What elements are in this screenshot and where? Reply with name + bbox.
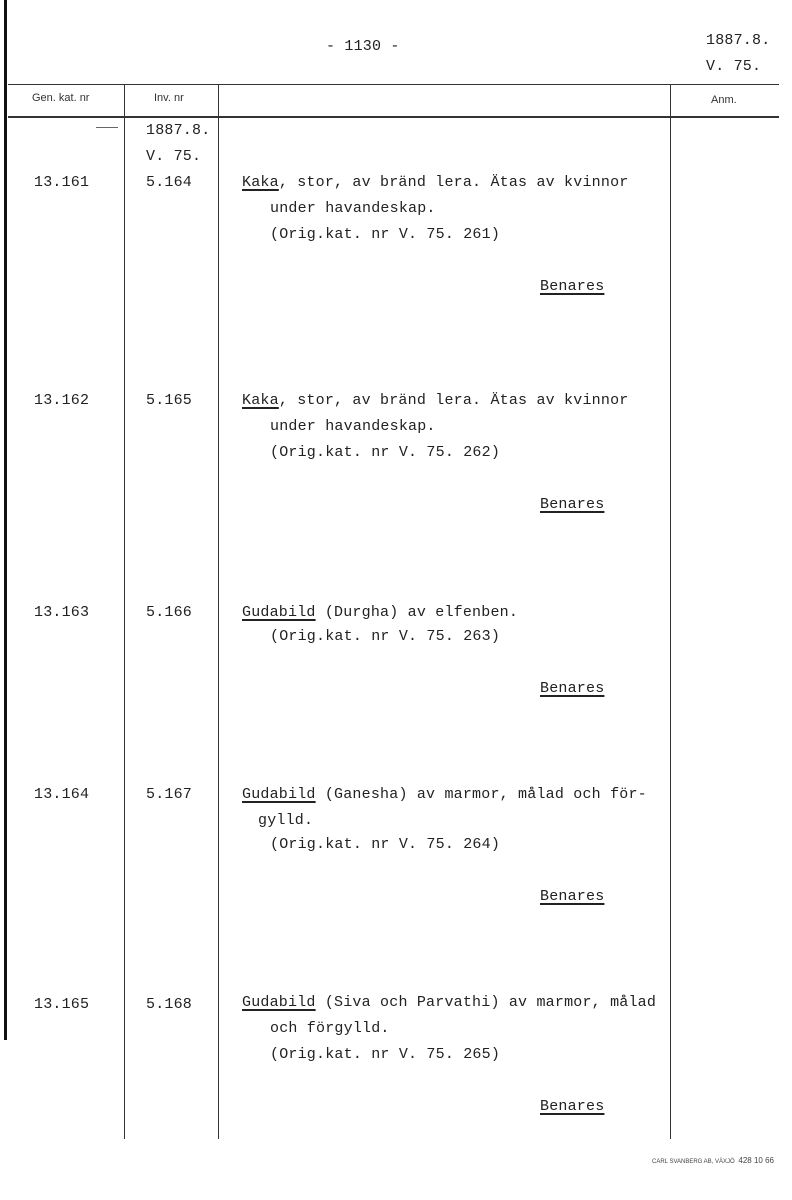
entry-line1-rest: (Siva och Parvathi) av marmor, målad	[315, 994, 657, 1011]
sub-dash	[96, 127, 118, 128]
entry-line1-rest: , stor, av bränd lera. Ätas av kvinnor	[278, 392, 629, 409]
col-divider-3	[670, 84, 671, 1139]
footer-imprint	[652, 1156, 774, 1165]
left-margin-line	[4, 0, 7, 1040]
entry-description-line3: (Orig.kat. nr V. 75. 265)	[270, 1046, 501, 1063]
footer-printer: CARL SVANBERG AB, VÄXJÖ	[652, 1159, 735, 1165]
entry-description-line2: under havandeskap.	[270, 418, 436, 435]
sub-series: V. 75.	[146, 148, 202, 165]
entry-place: Benares	[540, 496, 605, 513]
page-number: - 1130 -	[326, 38, 400, 55]
entry-description-line2: (Orig.kat. nr V. 75. 263)	[270, 628, 501, 645]
entry-description-line2: och förgylld.	[270, 1020, 390, 1037]
entry-place: Benares	[540, 278, 605, 295]
entry-description-line1	[242, 786, 647, 803]
col-header-inv-nr: Inv. nr	[154, 92, 184, 104]
entry-gen-nr: 13.164	[34, 786, 90, 803]
entry-line1-rest: (Durgha) av elfenben.	[315, 604, 519, 621]
entry-description-line1	[242, 392, 628, 409]
entry-line1-rest: , stor, av bränd lera. Ätas av kvinnor	[278, 174, 629, 191]
entry-line1-rest: (Ganesha) av marmor, målad och för-	[315, 786, 647, 803]
entry-description-line2: under havandeskap.	[270, 200, 436, 217]
entry-place: Benares	[540, 888, 605, 905]
col-divider-2	[218, 84, 219, 1139]
entry-keyword: Kaka	[242, 174, 279, 191]
entry-keyword: Kaka	[242, 392, 279, 409]
entry-description-line1	[242, 604, 518, 621]
entry-place: Benares	[540, 1098, 605, 1115]
entry-place: Benares	[540, 680, 605, 697]
entry-inv-nr: 5.164	[146, 174, 193, 191]
col-divider-1	[124, 84, 125, 1139]
entry-gen-nr: 13.163	[34, 604, 90, 621]
entry-gen-nr: 13.165	[34, 996, 90, 1013]
entry-inv-nr: 5.168	[146, 996, 193, 1013]
entry-description-line2: gylld.	[258, 812, 314, 829]
entry-inv-nr: 5.165	[146, 392, 193, 409]
col-header-gen-kat-nr: Gen. kat. nr	[32, 92, 90, 104]
entry-description-line1	[242, 994, 656, 1011]
entry-description-line3: (Orig.kat. nr V. 75. 262)	[270, 444, 501, 461]
entry-inv-nr: 5.166	[146, 604, 193, 621]
entry-keyword: Gudabild	[242, 994, 316, 1011]
sub-year-code: 1887.8.	[146, 122, 211, 139]
header-series: V. 75.	[706, 58, 762, 75]
entry-gen-nr: 13.161	[34, 174, 90, 191]
entry-description-line1	[242, 174, 628, 191]
entry-inv-nr: 5.167	[146, 786, 193, 803]
entry-keyword: Gudabild	[242, 604, 316, 621]
entry-description-line3: (Orig.kat. nr V. 75. 261)	[270, 226, 501, 243]
entry-description-line3: (Orig.kat. nr V. 75. 264)	[270, 836, 501, 853]
header-year-code: 1887.8.	[706, 32, 771, 49]
entry-gen-nr: 13.162	[34, 392, 90, 409]
footer-form-code: 428 10 66	[738, 1156, 774, 1165]
col-header-anm: Anm.	[711, 94, 737, 106]
entry-keyword: Gudabild	[242, 786, 316, 803]
